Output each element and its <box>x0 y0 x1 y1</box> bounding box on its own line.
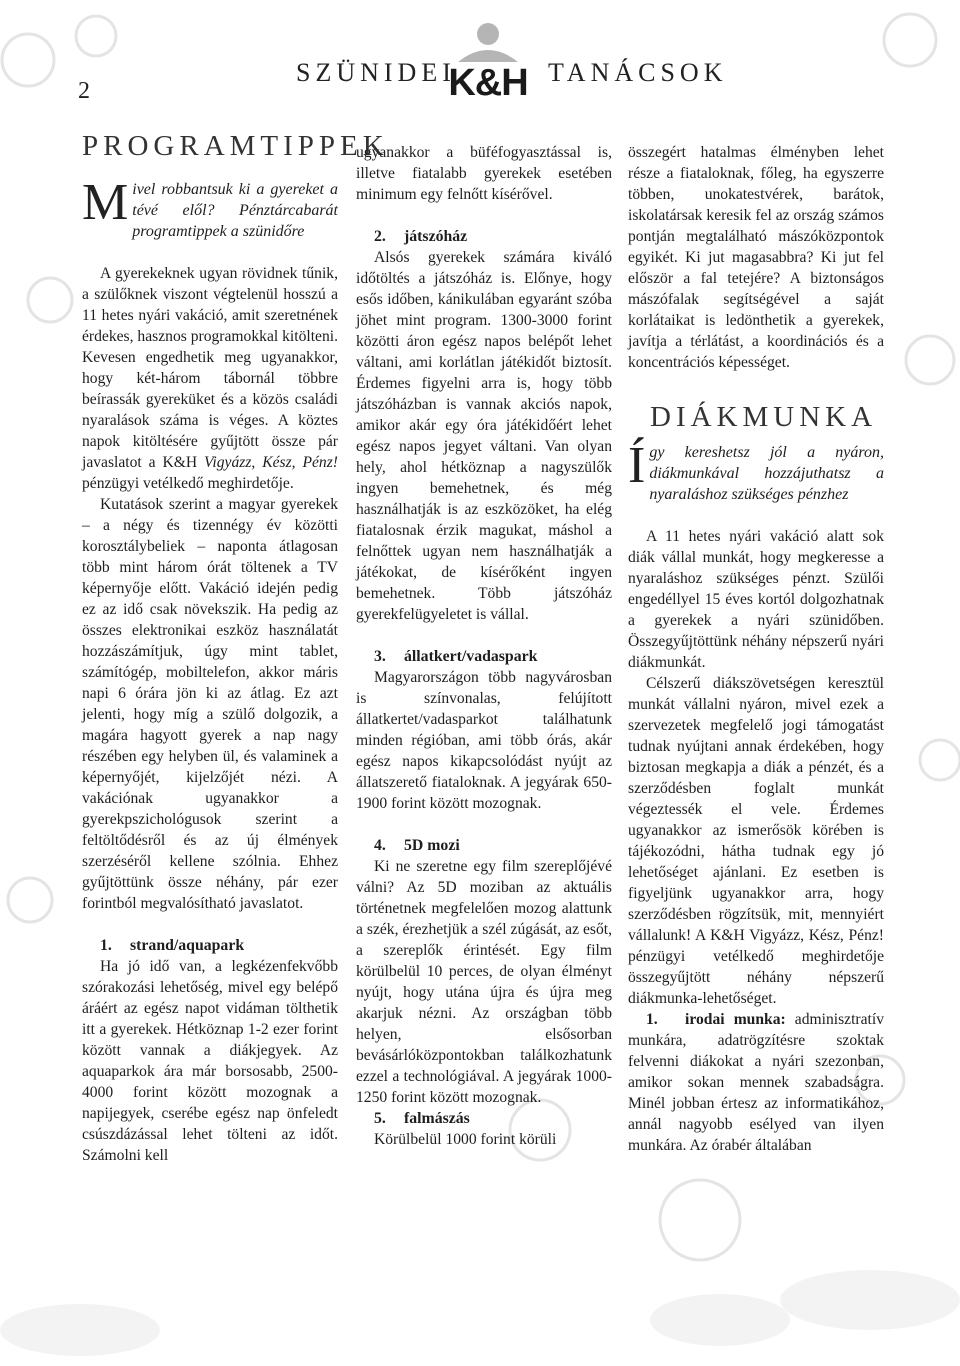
heading-number: 1. <box>646 1011 658 1028</box>
paragraph: Ki ne szeretne egy film szereplőjévé válni? Az 5D moziban az aktuális történetnek megfelelően mozog alattunk a szék, érezhetjük a szél zúgását, az esőt, a szereplők érintését. Egy film körülbelül 10 perces, de olyan élményt nyújt, hogy utána újra és újra meg akarjuk nézni. Az országban több helyen, elsősorban bevásárlóközpontokban találkozhatunk ezzel a technológiával. A jegyárak 1000-1250 forint között mozognak. <box>356 858 612 1106</box>
header-title-right: TANÁCSOK <box>548 58 728 87</box>
paragraph <box>628 1009 884 1156</box>
italic-text: Vigyázz, Kész, Pénz! <box>204 454 338 471</box>
numbered-heading <box>82 935 338 956</box>
lead-text: ivel robbantsuk ki a gyereket a tévé elől? Pénztárcabarát programtippek a szünidőre <box>132 181 338 240</box>
heading-title: állatkert/vadaspark <box>404 648 538 665</box>
heading-title: 5D mozi <box>404 837 460 854</box>
section-title-diakmunka: DIÁKMUNKA <box>650 401 878 433</box>
header-title-left: SZÜNIDEI <box>296 58 456 87</box>
heading-number: 2. <box>374 228 386 245</box>
heading-title: játszóház <box>404 228 468 245</box>
paragraph-text: A gyerekeknek ugyan rövidnek tűnik, a szülőknek viszont végtelenül hosszú a 11 hetes nyári vakáció, amit szeretnének érdekes, hasznos programokkal kitölteni. Kevesen engedhetik meg ugyanakkor, hogy két-három tábornál többre beírassák gyereküket és a közös családi nyaralások száma is véges. A köztes napok kitöltésére gyűjtött össze pár javaslatot a K&H <box>82 265 338 471</box>
heading-title: falmászás <box>404 1110 470 1127</box>
numbered-heading <box>356 835 612 856</box>
kh-logo <box>436 22 540 104</box>
paragraph: A 11 hetes nyári vakáció alatt sok diák vállal munkát, hogy megkeresse a nyaraláshoz szükséges pénzt. Szülői engedéllyel 15 éves kortól dolgozhatnak a gyerekek a nyári szünidőben. Összegyűjtöttünk néhány népszerű nyári diákmunkát. <box>628 528 884 671</box>
drop-cap: M <box>82 174 129 231</box>
heading-number: 3. <box>374 648 386 665</box>
paragraph: Körülbelül 1000 forint körüli <box>374 1131 557 1148</box>
logo-text: K&H <box>448 62 528 104</box>
paragraph: Ha jó idő van, a legkézenfekvőbb szórakozási lehetőség, mivel egy belépő áráért az egész napot vidáman tölthetik itt a gyerekek. Hétköznap 1-2 ezer forint között vannak a diákjegyek. Az aquaparkok ára már borsosabb, 2500-4000 forint között mozognak a napijegyek, cserébe egész nap önfeledt csúszdázással lehet tölteni az időt. Számolni kell <box>82 958 338 1164</box>
page-number: 2 <box>78 78 90 104</box>
kh-logo-mark-icon <box>436 22 540 66</box>
paragraph: ugyanakkor a büféfogyasztással is, illetve fiatalabb gyerekek esetében minimum egy felnőtt kísérővel. <box>356 144 612 203</box>
lead-text: gy kereshetsz jól a nyáron, diákmunkával hozzájuthatsz a nyaraláshoz szükséges pénzhez <box>649 444 884 503</box>
numbered-heading <box>356 1108 612 1129</box>
heading-title: irodai munka: <box>685 1011 786 1028</box>
column-3 <box>628 142 884 1156</box>
column-1 <box>82 130 389 1166</box>
lead-paragraph <box>82 174 338 242</box>
column-2 <box>356 142 612 1150</box>
drop-cap: Í <box>628 437 646 494</box>
paragraph <box>82 263 338 494</box>
paragraph: Alsós gyerekek számára kiváló időtöltés a játszóház is. Előnye, hogy esős időben, kánikulában egyaránt szóba jöhet mint program. 1300-3000 forint közötti áron egész napos belépőt lehet váltani, ami korlátlan játékidőt biztosít. Érdemes figyelni arra is, hogy több játszóházban is vannak akciós napok, amikor akár egy óra játékidőért lehet egész napos jegyet váltani. Van olyan hely, ahol hétköznap a nagyszülők ingyen bemehetnek, és még használhatják is az eszközöket, ha elég fiatalosnak érzik magukat, máshol a felnőttek ugyan nem használhatják a játékokat, de kísérőként ingyen bemehetnek. Több játszóház gyerekfelügyeletet is vállal. <box>356 249 612 623</box>
heading-number: 4. <box>374 837 386 854</box>
paragraph: Magyarországon több nagyvárosban is színvonalas, felújított állatkertet/vadasparkot találhatunk minden régióban, ami több órás, akár egész napos kikapcsolódást nyújt az állatszerető fiataloknak. A jegyárak 650-1900 forint között mozognak. <box>356 669 612 812</box>
heading-number: 1. <box>100 937 112 954</box>
heading-title: strand/aquapark <box>130 937 245 954</box>
paragraph-text: adminisztratív munkára, adatrögzítésre szoktak felvenni diákokat a nyári szezonban, amikor sokan mennek szabadságra. Minél jobban értesz az informatikához, annál nagyobb esélyed van ilyen munkára. Az órabér általában <box>628 1011 884 1154</box>
numbered-heading <box>356 226 612 247</box>
lead-paragraph <box>628 437 884 505</box>
paragraph: Kutatások szerint a magyar gyerekek – a négy és tizennégy év közötti korosztálybeliek – naponta átlagosan több mint három órát töltenek a TV képernyője előtt. Vakáció idején pedig ez az idő csak növekszik. Ha pedig az összes elektronikai eszköz használatát hozzászámítjuk, úgy mint tablet, számítógép, mobiltelefon, akkor máris napi 6 órára jön ki az átlag. Ez azt jelenti, hogy míg a szülő dolgozik, a magára hagyott gyerek a nap nagy részében egy helyben ül, és valaminek a képernyőjét, kijelzőjét nézi. A vakációnak ugyanakkor a gyerekpszichológusok szerint a feltöltődésről és az új élmények szerzéséről kellene szólnia. Ehhez gyűjtöttünk össze néhány, pár ezer forintból megvalósítható javaslatot. <box>82 496 338 912</box>
paragraph: összegért hatalmas élményben lehet része a fiataloknak, főleg, ha egyszerre többen, unokatestvérek, barátok, iskolatársak keresik fel az ország számos pontján megtalálható mászóközpontok egyikét. Ki jut magasabbra? Ki jut fel először a fal tetejére? A biztonságos mászófalak segítségével a saját korlátaikat is ledönthetik a gyerekek, javítja a térlátást, a koordinációs és a koncentrációs képességet. <box>628 144 884 371</box>
numbered-heading <box>356 646 612 667</box>
paragraph: Célszerű diákszövetségen keresztül munkát vállalni nyáron, mivel ezek a szervezetek megfelelő jogi támogatást tudnak nyújtani annak érdekében, hogy biztosan megkapja a diák a pénzét, és a szerződésben foglalt munkát végeztessék el vele. Érdemes ugyanakkor az ismerősök körében is tájékozódni, hátha tudnak egy jó lehetőséget ajánlani. Ez esetben is figyeljünk ugyanakkor arra, hogy szerződésben rögzítsük, mit, mennyiért vállalunk! A K&H Vigyázz, Kész, Pénz! pénzügyi vetélkedő meghirdetője összegyűjtött néhány népszerű diákmunka-lehetőséget. <box>628 675 884 1007</box>
section-title-programtippek: PROGRAMTIPPEK <box>82 130 389 162</box>
heading-number: 5. <box>374 1110 386 1127</box>
paragraph-text: pénzügyi vetélkedő meghirdetője. <box>82 475 294 492</box>
